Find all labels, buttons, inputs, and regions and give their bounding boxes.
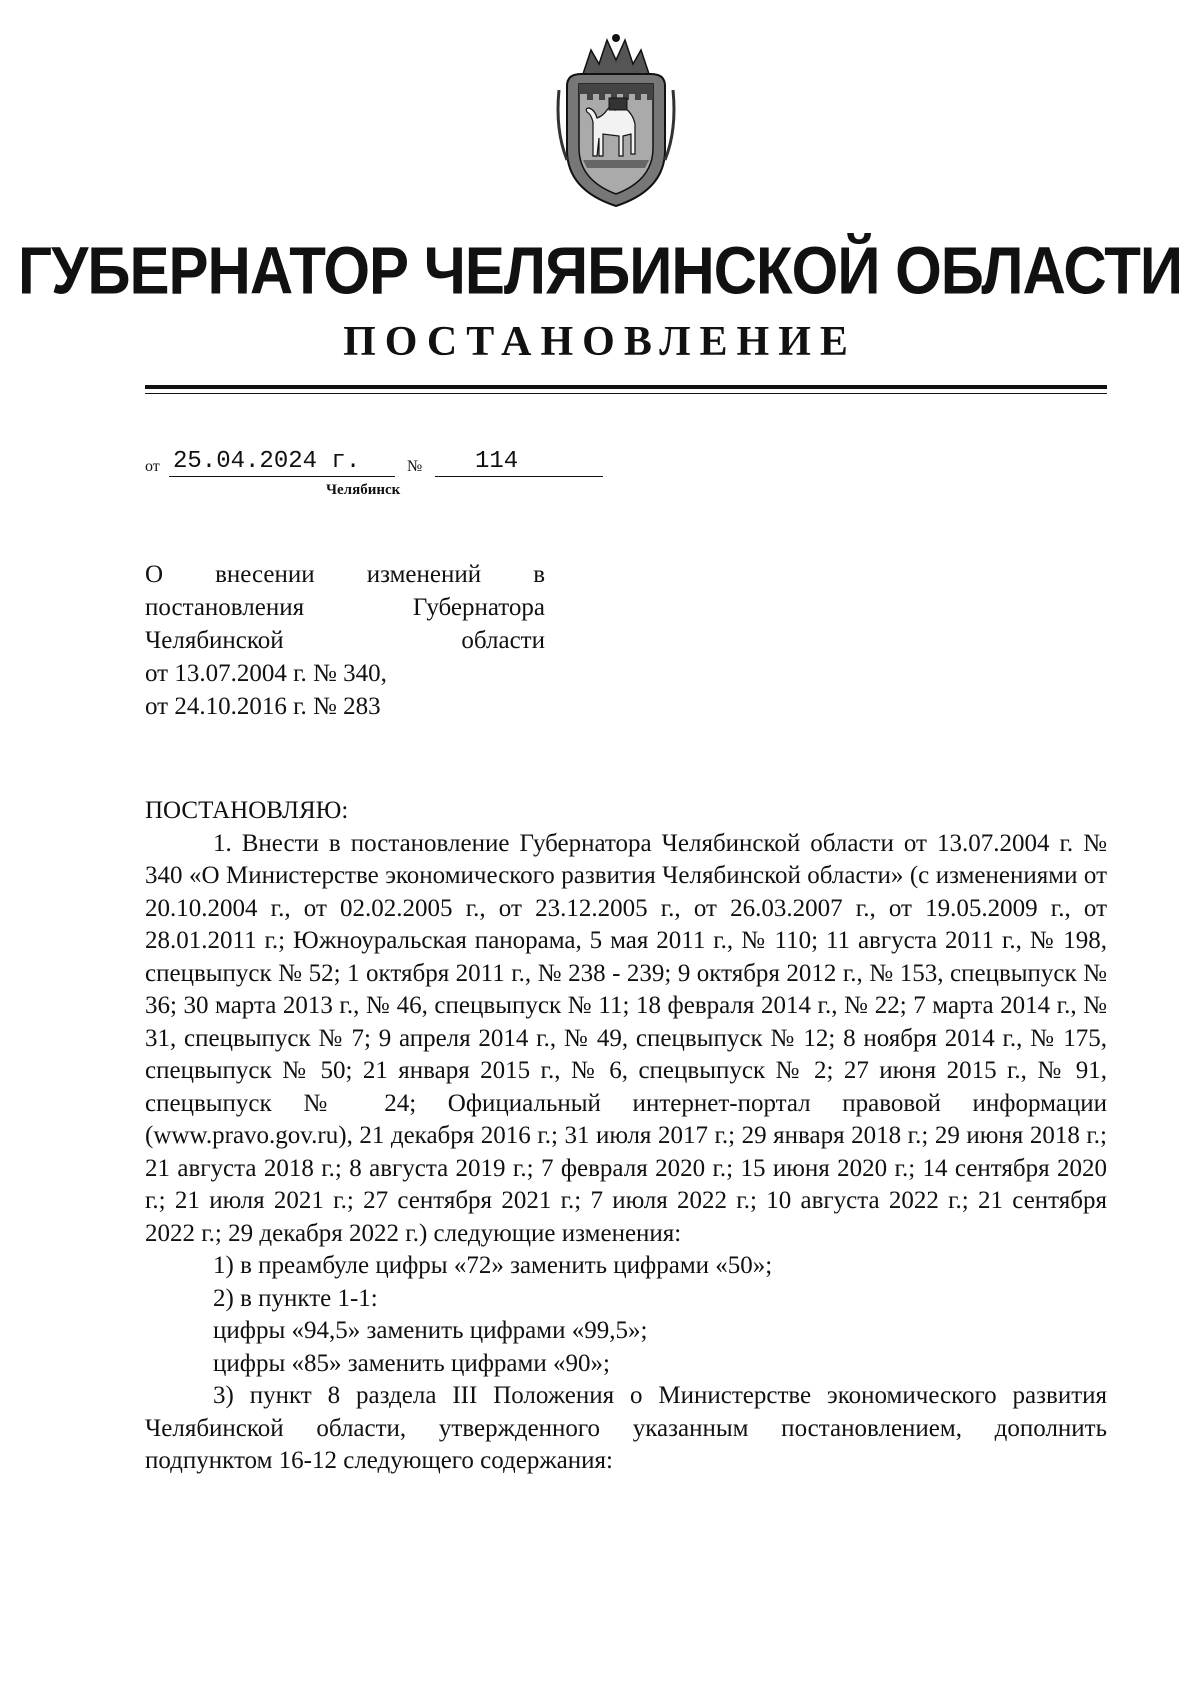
document-date: 25.04.2024 г. bbox=[169, 448, 395, 477]
header-divider-thick bbox=[145, 385, 1107, 389]
paragraph-sub-2: 2) в пункте 1-1: bbox=[213, 1284, 378, 1312]
header-divider-thin bbox=[145, 393, 1107, 394]
issue-city: Челябинск bbox=[326, 482, 401, 498]
document-number: 114 bbox=[435, 448, 603, 477]
paragraph-sub-3: 3) пункт 8 раздела III Положения о Министерстве экономического развития Челябинской области, утвержденного указанным постановлением, дополнить подпунктом 16-12 следующего содержания: bbox=[145, 1382, 1107, 1474]
document-type-title: ПОСТАНОВЛЕНИЕ bbox=[343, 319, 857, 365]
paragraph-sub-2b: цифры «85» заменить цифрами «90»; bbox=[213, 1349, 610, 1377]
chelyabinsk-coat-of-arms-icon bbox=[553, 30, 679, 210]
number-prefix: № bbox=[407, 458, 423, 475]
subject-line-5: от 24.10.2016 г. № 283 bbox=[145, 693, 381, 720]
decree-word: ПОСТАНОВЛЯЮ: bbox=[145, 797, 349, 824]
document-body bbox=[145, 795, 1107, 1478]
subject-line-1: О внесении изменений в bbox=[145, 561, 545, 588]
registration-line bbox=[145, 448, 605, 478]
subject-line-3: Челябинской области bbox=[145, 627, 545, 654]
date-prefix: от bbox=[145, 458, 160, 475]
document-subject bbox=[145, 558, 545, 723]
paragraph-sub-2a: цифры «94,5» заменить цифрами «99,5»; bbox=[213, 1317, 648, 1344]
issuing-authority-title: ГУБЕРНАТОР ЧЕЛЯБИНСКОЙ ОБЛАСТИ bbox=[18, 233, 1182, 309]
subject-line-4: от 13.07.2004 г. № 340, bbox=[145, 660, 387, 687]
subject-line-2: постановления Губернатора bbox=[145, 594, 545, 621]
paragraph-item-1: 1. Внести в постановление Губернатора Челябинской области от 13.07.2004 г. № 340 «О Министерстве экономического развития Челябинской области» (с изменениями от 20.10.2004 г., от 02.02.2005 г., от 23.12.2005 г., от 26.03.2007 г., от 19.05.2009 г., от 28.01.2011 г.; Южноуральская панорама, 5 мая 2011 г., № 110; 11 августа 2011 г., № 198, спецвыпуск № 52; 1 октября 2011 г., № 238 - 239; 9 октября 2012 г., № 153, спецвыпуск № 36; 30 марта 2013 г., № 46, спецвыпуск № 11; 18 февраля 2014 г., № 22; 7 марта 2014 г., № 31, спецвыпуск № 7; 9 апреля 2014 г., № 49, спецвыпуск № 12; 8 ноября 2014 г., № 175, спецвыпуск № 50; 21 января 2015 г., № 6, спецвыпуск № 2; 27 июня 2015 г., № 91, спецвыпуск № 24; Официальный интернет-портал правовой информации (www.pravo.gov.ru), 21 декабря 2016 г.; 31 июля 2017 г.; 29 января 2018 г.; 29 июня 2018 г.; 21 августа 2018 г.; 8 августа 2019 г.; 7 февраля 2020 г.; 15 июня 2020 г.; 14 сентября 2020 г.; 21 июля 2021 г.; 27 сентября 2021 г.; 7 июля 2022 г.; 10 августа 2022 г.; 21 сентября 2022 г.; 29 декабря 2022 г.) следующие изменения: bbox=[145, 829, 1107, 1247]
paragraph-sub-1: 1) в преамбуле цифры «72» заменить цифрами «50»; bbox=[213, 1252, 773, 1279]
